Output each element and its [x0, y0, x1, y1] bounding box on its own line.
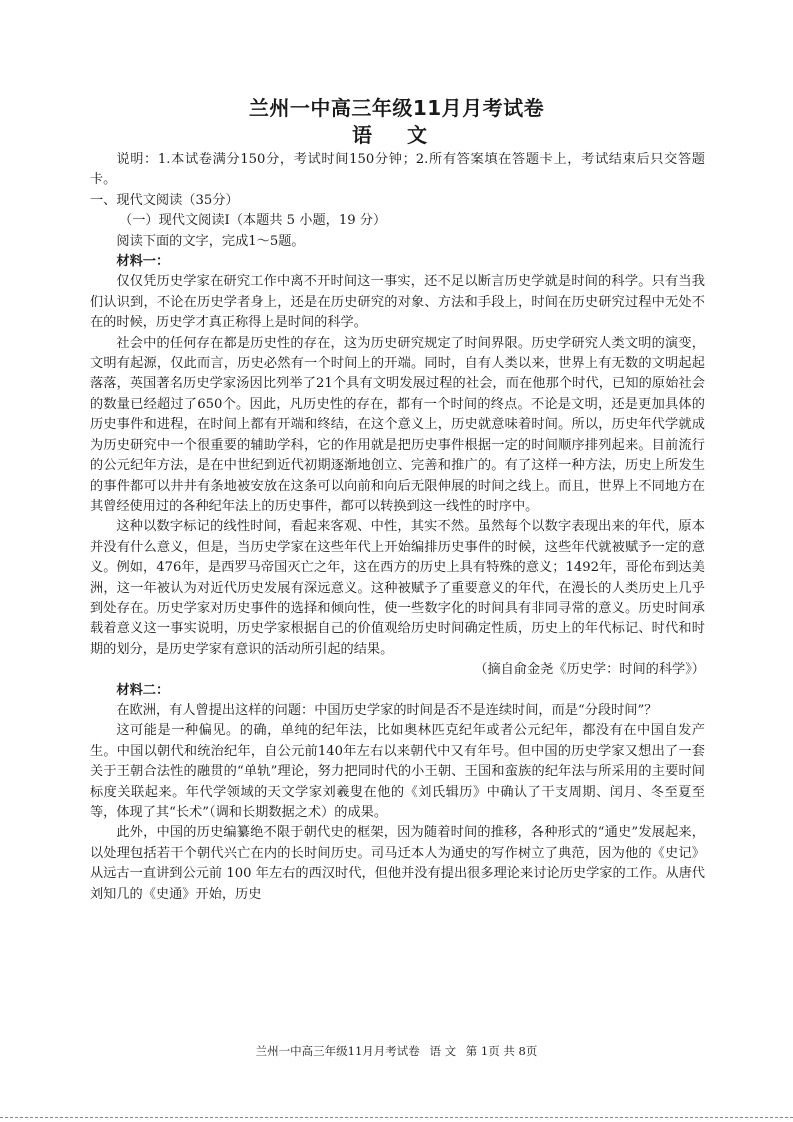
material-two-paragraph: 在欧洲，有人曾提出这样的问题：中国历史学家的时间是否不是连续时间，而是“分段时间”？: [116, 702, 658, 718]
material-one-paragraph: 仅仅凭历史学家在研究工作中离不开时间这一事实，还不足以断言历史学就是时间的科学。只有当我们认识到，不论在历史学者身上，还是在历史研究的对象、方法和手段上，时间在历史研究过程中无处不在的时候，历史学才真正称得上是时间的科学。: [90, 274, 705, 331]
subject-title: 语 文: [352, 123, 441, 147]
material-one-paragraph: 这种以数字标记的线性时间，看起来客观、中性，其实不然。虽然每个以数字表现出来的年代，原本并没有什么意义，但是，当历史学家在这些年代上开始编排历史事件的时候，这些年代就被赋予一定的意义。例如，476年，是西罗马帝国灭亡之年，这在西方的历史上具有特殊的意义；1492年，哥伦布到达美洲，这一年被认为对近代历史发展有深远意义。这种被赋予了重要意义的年代，在漫长的人类历史上几乎到处存在。历史学家对历史事件的选择和倾向性，使一些数字化的时间具有非同寻常的意义。历史时间承载着意义这一事实说明，历史学家根据自己的价值观给历史时间确定性质，历史上的年代标记、时代和时期的划分，是历史学家有意识的活动所引起的结果。: [90, 519, 705, 657]
bottom-dashed-divider: [0, 1117, 793, 1118]
material-two-label: 材料二：: [116, 682, 170, 698]
footer-exam-name: 兰州一中高三年级11月月考试卷: [255, 1044, 420, 1058]
material-two-paragraph: 此外，中国的历史编纂绝不限于朝代史的框架，因为随着时间的推移，各种形式的“通史”发展起来，以处理包括若干个朝代兴亡在内的长时间历史。司马迁本人为通史的写作树立了典范，因为他的《史记》从远古一直讲到公元前 100 年左右的西汉时代，但他并没有提出很多理论来讨论历史学家的工作。从唐代刘知几的《史通》开始，历史: [90, 825, 705, 902]
sub-section-heading: （一）现代文阅读Ⅰ（本题共 5 小题，19 分）: [119, 213, 387, 229]
exam-content: [90, 150, 705, 905]
material-two-paragraph: 这可能是一种偏见。的确，单纯的纪年法，比如奥林匹克纪年或者公元纪年，都没有在中国自发产生。中国以朝代和统治纪年，自公元前140年左右以来朝代中又有年号。但中国的历史学家又想出了一套关于王朝合法性的融贯的“单轨”理论，努力把同时代的小王朝、王国和蛮族的纪年法与所采用的主要时间标度关联起来。年代学领域的天文学家刘羲叟在他的《刘氏辑历》中确认了干支周期、闰月、冬至夏至等，体现了其“长术”（调和长期数据之术）的成果。: [90, 723, 705, 820]
exam-title: 兰州一中高三年级11月月考试卷: [248, 96, 545, 120]
section-heading: 一、现代文阅读（35分）: [90, 192, 239, 208]
footer-page-number: 第 1页 共 8页: [465, 1044, 538, 1058]
material-one-source: （摘自俞金尧《历史学：时间的科学》）: [474, 662, 705, 678]
footer-subject: 语 文: [429, 1044, 457, 1058]
reading-prompt: 阅读下面的文字，完成1～5题。: [116, 233, 305, 249]
page-footer: [0, 1043, 793, 1059]
material-one-paragraph: 社会中的任何存在都是历史性的存在，这为历史研究规定了时间界限。历史学研究人类文明的演变，文明有起源，仅此而言，历史必然有一个时间上的开端。同时，自有人类以来，世界上有无数的文明起起落落，英国著名历史学家汤因比列举了21个具有文明发展过程的社会，而在他那个时代，已知的原始社会的数量已经超过了650个。因此，凡历史性的存在，都有一个时间的终点。不论是文明，还是更加具体的历史事件和进程，在时间上都有开端和终结，在这个意义上，历史就意味着时间。所以，历史年代学就成为历史研究中一个很重要的辅助学科，它的作用就是把历史事件根据一定的时间顺序排列起来。目前流行的公元纪年方法，是在中世纪到近代初期逐渐地创立、完善和推广的。有了这样一种方法，历史上所发生的事件都可以井井有条地被安放在这条可以向前和向后无限伸展的时间之线上。而且，世界上不同地方在其曾经使用过的各种纪年法上的历史事件，都可以转换到这一线性的时序中。: [90, 335, 705, 514]
material-one-label: 材料一：: [116, 254, 170, 270]
instructions: 说明：1.本试卷满分150分，考试时间150分钟；2.所有答案填在答题卡上，考试结束后只交答题卡。: [90, 152, 705, 188]
